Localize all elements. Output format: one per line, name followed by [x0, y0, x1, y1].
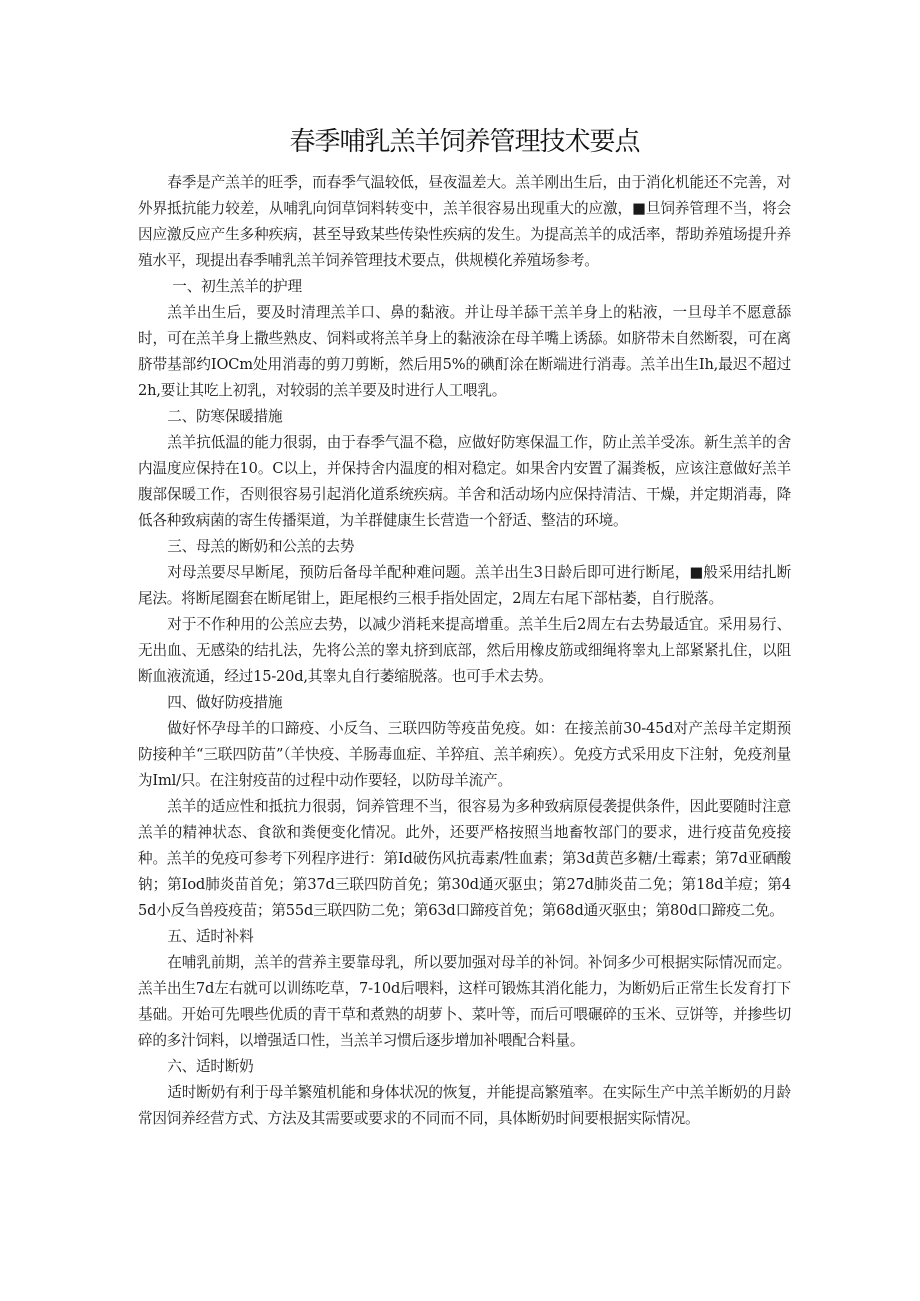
section-heading-6: 六、适时断奶 [167, 1058, 254, 1075]
section-heading-5: 五、适时补料 [167, 928, 254, 945]
intro-paragraph: 春季是产羔羊的旺季，而春季气温较低，昼夜温差大。羔羊刚出生后，由于消化机能还不完善，对外界抵抗能力较差，从哺乳向饲草饲料转变中，羔羊很容易出现重大的应激，■旦饲养管理不当，将会因应激反应产生多种疾病，甚至导致某些传染性疾病的发生。为提高羔羊的成活率，帮助养殖场提升养殖水平，现提出春季哺乳羔羊饲养管理技术要点，供规模化养殖场参考。 [138, 174, 791, 269]
section-heading-4: 四、做好防疫措施 [167, 694, 283, 711]
section-3-paragraph-1: 对母羔要尽早断尾，预防后备母羊配种难问题。羔羊出生3日龄后即可进行断尾，■般采用结扎断尾法。将断尾圈套在断尾钳上，距尾根约三根手指处固定，2周左右尾下部枯萎，自行脱落。 [138, 564, 791, 607]
section-3-paragraph-2: 对于不作种用的公羔应去势，以减少消耗来提高增重。羔羊生后2周左右去势最适宜。采用易行、无出血、无感染的结扎法，先将公羔的睾丸挤到底部，然后用橡皮筋或细绳将睾丸上部紧紧扎住，以阻断血液流通，经过15-20d,其睾丸自行萎缩脱落。也可手术去势。 [138, 616, 791, 685]
document-page [138, 122, 791, 1132]
section-2-paragraph-1: 羔羊抗低温的能力很弱，由于春季气温不稳，应做好防寒保温工作，防止羔羊受冻。新生羔羊的舍内温度应保持在10。C以上，并保持舍内温度的相对稳定。如果舍内安置了漏粪板，应该注意做好羔羊腹部保暖工作，否则很容易引起消化道系统疾病。羊舍和活动场内应保持清洁、干燥，并定期消毒，降低各种致病菌的寄生传播渠道，为羊群健康生长营造一个舒适、整洁的环境。 [138, 434, 791, 529]
section-4-paragraph-2: 羔羊的适应性和抵抗力很弱，饲养管理不当，很容易为多种致病原侵袭提供条件，因此要随时注意羔羊的精神状态、食欲和粪便变化情况。此外，还要严格按照当地畜牧部门的要求，进行疫苗免疫接种。羔羊的免疫可参考下列程序进行：第Id破伤风抗毒素/牲血素；第3d黄芭多糖/土霉素；第7d亚硒酸钠；第Iod肺炎苗首免；第37d三联四防首免；第30d通灭驱虫；第27d肺炎苗二免；第18d羊痘；第45d小反刍兽疫疫苗；第55d三联四防二免；第63d口蹄疫首免；第68d通灭驱虫；第80d口蹄疫二免。 [138, 798, 791, 919]
section-5-paragraph-1: 在哺乳前期，羔羊的营养主要靠母乳，所以要加强对母羊的补饲。补饲多少可根据实际情况而定。羔羊出生7d左右就可以训练吃草，7-10d后喂料，这样可锻炼其消化能力，为断奶后正常生长发育打下基础。开始可先喂些优质的青干草和煮熟的胡萝卜、菜叶等，而后可喂碾碎的玉米、豆饼等，并掺些切碎的多汁饲料，以增强适口性，当羔羊习惯后逐步增加补喂配合料量。 [138, 954, 791, 1049]
section-6-paragraph-1: 适时断奶有利于母羊繁殖机能和身体状况的恢复，并能提高繁殖率。在实际生产中羔羊断奶的月龄常因饲养经营方式、方法及其需要或要求的不同而不同，具体断奶时间要根据实际情况。 [138, 1084, 791, 1127]
section-heading-1: 一、初生羔羊的护理 [172, 278, 302, 295]
section-1-paragraph-1: 羔羊出生后，要及时清理羔羊口、鼻的黏液。并让母羊舔干羔羊身上的粘液，一旦母羊不愿意舔时，可在羔羊身上撒些熟皮、饲料或将羔羊身上的黏液涂在母羊嘴上诱舔。如脐带未自然断裂，可在离脐带基部约IOCm处用消毒的剪刀剪断，然后用5%的碘酊涂在断端进行消毒。羔羊出生Ih,最迟不超过2h,要让其吃上初乳，对较弱的羔羊要及时进行人工喂乳。 [138, 304, 791, 399]
section-heading-3: 三、母羔的断奶和公羔的去势 [167, 538, 355, 555]
section-4-paragraph-1: 做好怀孕母羊的口蹄疫、小反刍、三联四防等疫苗免疫。如：在接羔前30-45d对产羔母羊定期预防接种羊“三联四防苗”（羊快疫、羊肠毒血症、羊猝疽、羔羊痢疾）。免疫方式采用皮下注射，免疫剂量为Iml/只。在注射疫苗的过程中动作要轻，以防母羊流产。 [138, 720, 791, 789]
section-heading-2: 二、防寒保暖措施 [167, 408, 283, 425]
document-title: 春季哺乳羔羊饲养管理技术要点 [289, 127, 640, 157]
